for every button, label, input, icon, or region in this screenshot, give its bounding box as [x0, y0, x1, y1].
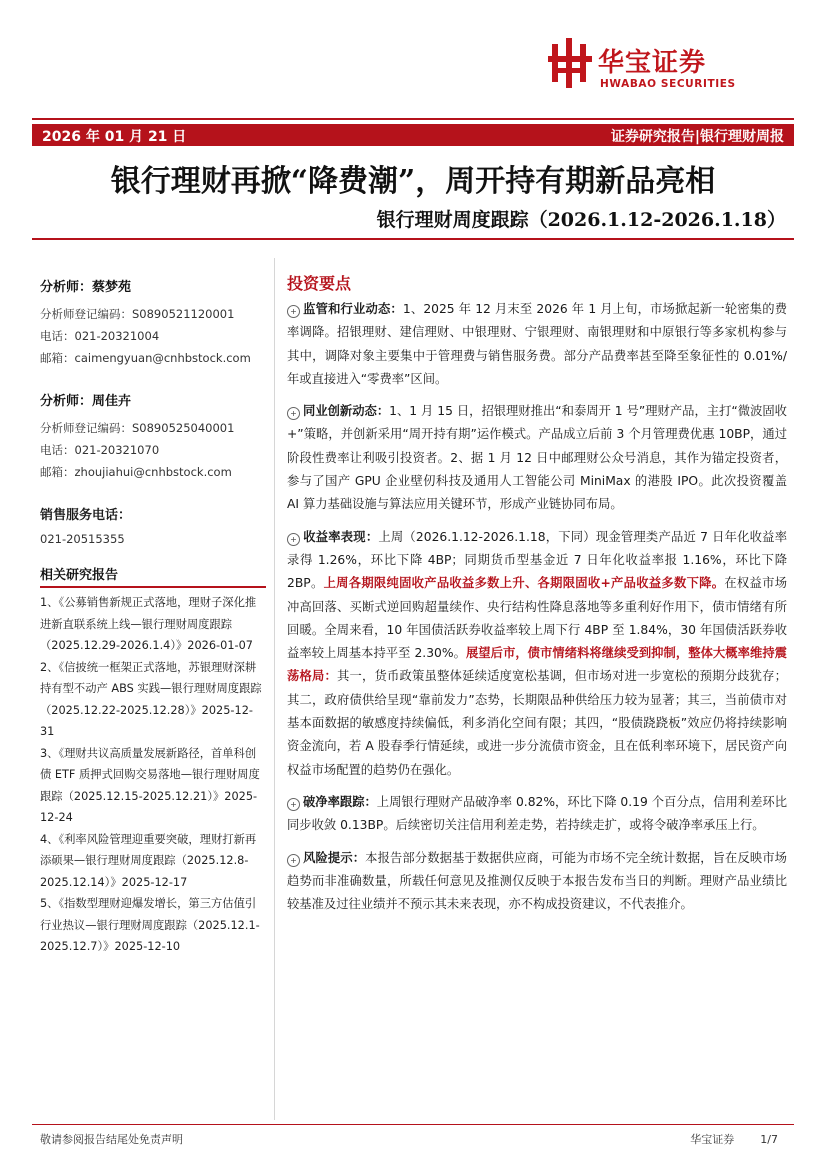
footer-brand: 华宝证券: [690, 1133, 735, 1146]
related-report-link[interactable]: 3、《理财共议高质量发展新路径，首单科创债 ETF 质押式回购交易落地—银行理财周度跟踪（2025.12.15-2025.12.21）》2025-12-24: [40, 746, 260, 824]
sales-contact: [40, 504, 266, 546]
subtitle-rule: [32, 238, 794, 240]
bullet-icon: +: [287, 798, 300, 811]
sales-label: 销售服务电话：: [40, 508, 132, 523]
section-title: 投资要点: [287, 274, 352, 293]
analyst-name: 分析师：周佳卉: [40, 394, 132, 409]
related-report-link[interactable]: 1、《公募销售新规正式落地，理财子深化推进新直联系统上线—银行理财周度跟踪（2025.12.29-2026.1.4）》2026-01-07: [40, 596, 257, 652]
brand-name-cn: 华宝证券: [598, 48, 707, 78]
highlight-text: 1、2025 年 12 月末至 2026 年 1 月上旬，市场掀起新一轮密集的费率调降。招银理财、建信理财、中银理财、宁银理财、南银理财和中原银行等多家机构参与其中，调降对象主要集中于管理费与销售服务费。部分产品费率甚至降至象征性的 0.01%/年或直接进入“零费率”区间。: [287, 302, 787, 386]
related-reports-heading: 相关研究报告: [40, 564, 266, 588]
bullet-icon: +: [287, 305, 300, 318]
sales-phone: 021-20515355: [40, 532, 125, 546]
brand-name-en: HWABAO SECURITIES: [600, 78, 736, 90]
highlight-heading: 收益率表现：: [303, 529, 379, 544]
highlight-text: 其一，货币政策虽整体延续适度宽松基调，但市场对进一步宽松的预期分歧犹存；其二，政府债供给呈现“靠前发力”态势，长期限品种供给压力较为显著；其三，当前债市对基本面数据的敏感度持续偏低，利多消化空间有限；其四，“股债跷跷板”效应仍将持续影响资金流向，若 A 股春季行情延续，或进一步分流债市资金，且在低利率环境下，居民资产向权益市场配置的趋势仍在强化。: [287, 669, 787, 777]
column-divider: [274, 258, 275, 1120]
analyst-card: [40, 390, 266, 483]
analyst-name: 分析师：蔡梦苑: [40, 280, 132, 295]
investment-highlights: [287, 271, 787, 925]
highlight-text: 上周银行理财产品破净率 0.82%，环比下降 0.19 个百分点，信用利差环比同步收敛 0.13BP。后续密切关注信用利差走势，若持续走扩，或将令破净率承压上行。: [287, 794, 787, 833]
related-report-link[interactable]: 4、《利率风险管理迎重要突破，理财打新再添硕果—银行理财周度跟踪（2025.12.8-2025.12.14）》2025-12-17: [40, 832, 257, 889]
page-number: 1/7: [760, 1133, 778, 1146]
analyst-email[interactable]: 邮箱：zhoujiahui@cnhbstock.com: [40, 465, 232, 479]
footer-rule: [32, 1124, 794, 1125]
footer-info: [690, 1131, 778, 1147]
highlight-heading: 监管和行业动态：: [303, 302, 403, 316]
highlight-yield: [287, 526, 787, 782]
analyst-phone: 电话：021-20321004: [40, 329, 160, 343]
analyst-reg: 分析师登记编码：S0890525040001: [40, 421, 235, 435]
bullet-icon: +: [287, 407, 300, 420]
report-subtitle: 银行理财周度跟踪（2026.1.12-2026.1.18）: [376, 209, 786, 231]
highlight-innovation: [287, 400, 787, 516]
bullet-icon: +: [287, 854, 300, 867]
analyst-reg: 分析师登记编码：S0890521120001: [40, 307, 235, 321]
related-report-link[interactable]: 2、《信披统一框架正式落地，苏银理财深耕持有型不动产 ABS 实践—银行理财周度跟踪（2025.12.22-2025.12.28）》2025-12-31: [40, 660, 262, 738]
highlight-regulation: [287, 298, 787, 391]
sidebar: [40, 276, 266, 958]
related-report-link[interactable]: 5、《指数型理财迎爆发增长，第三方估值引行业热议—银行理财周度跟踪（2025.12.1-2025.12.7）》2025-12-10: [40, 897, 260, 953]
highlight-heading: 破净率跟踪：: [303, 794, 377, 809]
report-category: 证券研究报告|银行理财周报: [610, 129, 784, 145]
analyst-phone: 电话：021-20321070: [40, 443, 160, 457]
highlight-emphasis: 展望后市，债市情绪料将继续受到抑制，整体大概率维持震荡格局：: [287, 646, 787, 684]
report-title: 银行理财再掀“降费潮”，周开持有期新品亮相: [110, 164, 716, 199]
highlight-risk: [287, 847, 787, 917]
date-bar: [32, 124, 794, 146]
analyst-email[interactable]: 邮箱：caimengyuan@cnhbstock.com: [40, 351, 251, 365]
highlight-text: 上周（2026.1.12-2026.1.18，下同）现金管理类产品近 7 日年化收益率录得 1.26%，环比下降 4BP；同期货币型基金近 7 日年化收益率报 1.16%，环比下降 2BP。: [287, 529, 787, 591]
company-logo: [548, 38, 780, 96]
hwabao-logo-icon: [548, 38, 592, 88]
highlight-heading: 风险提示：: [303, 850, 366, 865]
highlight-text: 1、1 月 15 日，招银理财推出“和泰周开 1 号”理财产品，主打“微波固收+”策略，并创新采用“周开持有期”运作模式。产品成立后前 3 个月管理费优惠 10BP，通过阶段性费率让利吸引投资者。2、据 1 月 12 日中邮理财公众号消息，其作为锚定投资者，参与了国产 GPU 企业壁仞科技及通用人工智能公司 MiniMax 的港股 IPO。此次投资覆盖 AI 算力基础设施与算法应用关键环节，形成产业链协同布局。: [287, 404, 787, 512]
highlight-heading: 同业创新动态：: [303, 404, 390, 419]
header-rule: [32, 118, 794, 120]
bullet-icon: +: [287, 533, 300, 546]
analyst-card: [40, 276, 266, 369]
highlight-emphasis: 上周各期限纯固收产品收益多数上升、各期限固收+产品收益多数下降。: [323, 576, 725, 591]
highlight-breach: [287, 791, 787, 838]
highlight-text: 本报告部分数据基于数据供应商，可能为市场不完全统计数据，旨在反映市场趋势而非准确数量，所载任何意见及推测仅反映于本报告发布当日的判断。理财产品业绩比较基准及过往业绩并不预示其未来表现，亦不构成投资建议，不代表推介。: [287, 850, 787, 912]
report-date: 2026 年 01 月 21 日: [42, 129, 187, 145]
highlight-text: 在权益市场冲高回落、买断式逆回购超量续作、央行结构性降息落地等多重利好作用下，债市情绪有所回暖。全周来看，10 年国债活跃券收益率较上周下行 4BP 至 1.84%，30 年国债活跃券收益率较上周基本持平至 2.30%。: [287, 576, 787, 661]
footer-disclaimer[interactable]: 敬请参阅报告结尾处免责声明: [40, 1133, 183, 1146]
